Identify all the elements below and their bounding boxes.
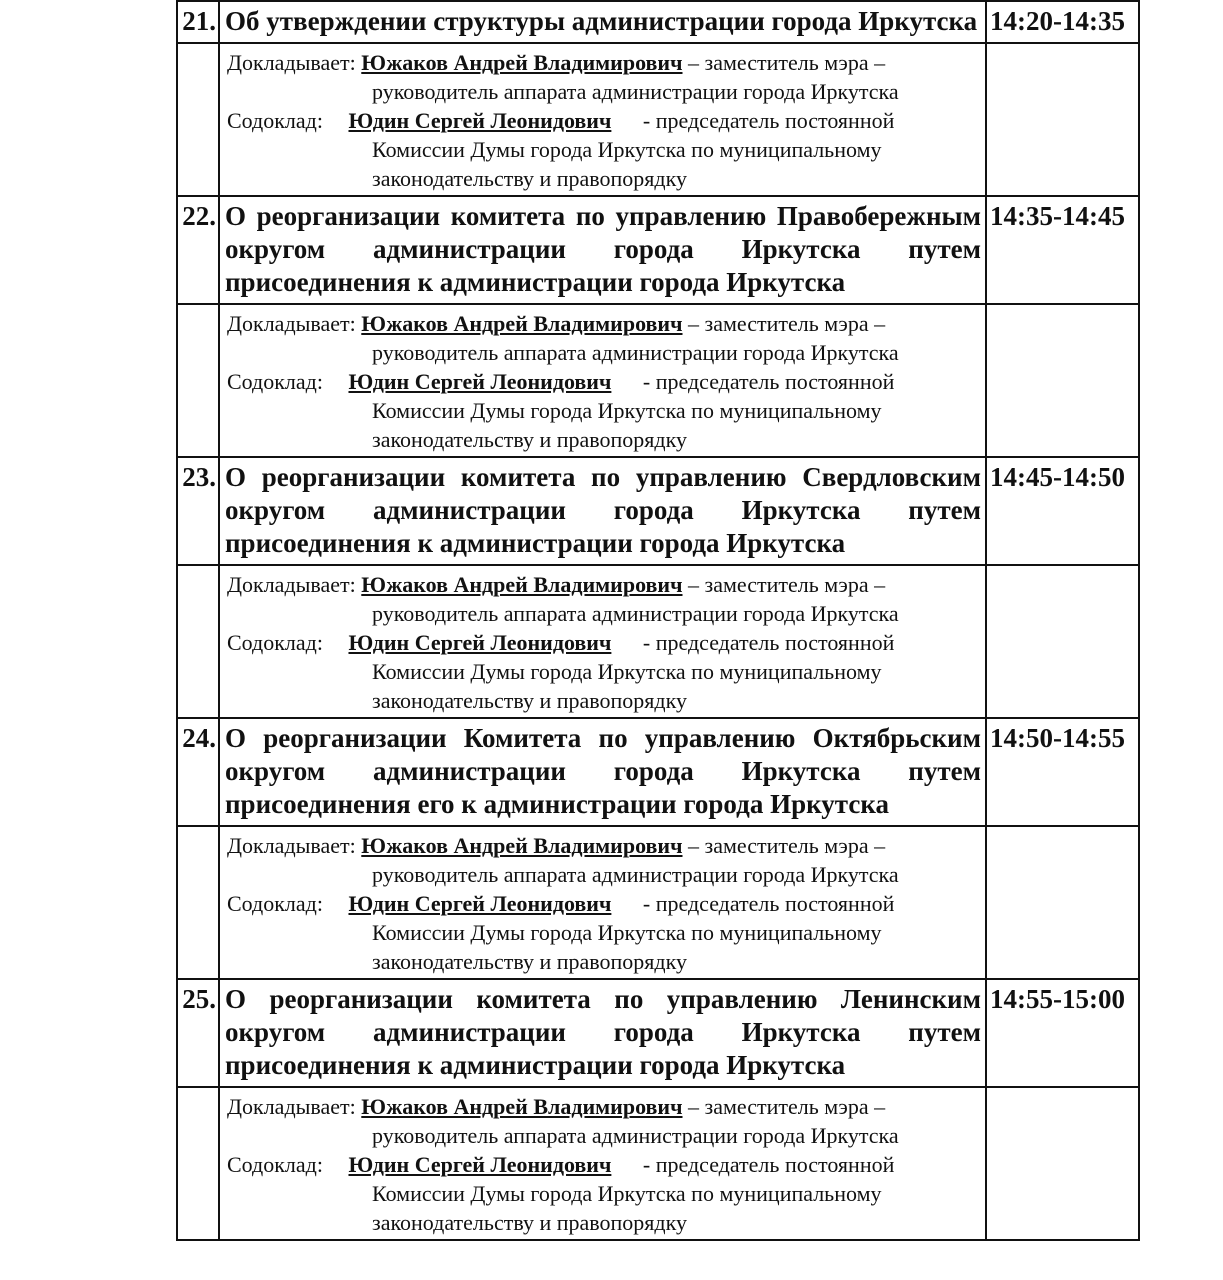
- coreport-role-line-2: законодательству и правопорядку: [372, 688, 687, 713]
- item-number: 21.: [177, 1, 219, 43]
- coreport-role: - председатель постоянной: [642, 1152, 895, 1177]
- speakers-cell: [219, 304, 986, 457]
- agenda-item-row: [177, 457, 1139, 565]
- coreport-name: Юдин Сергей Леонидович: [348, 1152, 612, 1177]
- coreport-role-line: Комиссии Думы города Иркутска по муниципальному: [372, 398, 882, 423]
- empty-time-cell: [986, 826, 1139, 979]
- agenda-item-row: [177, 979, 1139, 1087]
- item-time: 14:55-15:00: [986, 979, 1139, 1087]
- speakers-cell: [219, 43, 986, 196]
- speakers-cell: [219, 1087, 986, 1240]
- reporter-line: [227, 48, 981, 77]
- item-number: 24.: [177, 718, 219, 826]
- coreport-role-line-2: законодательству и правопорядку: [372, 166, 687, 191]
- item-title: Об утверждении структуры администрации города Иркутска: [219, 1, 986, 43]
- item-time: 14:50-14:55: [986, 718, 1139, 826]
- reporter-role: – заместитель мэра –: [688, 833, 886, 858]
- reporter-line: [227, 570, 981, 599]
- item-title: О реорганизации комитета по управлению Правобережным округом администрации города Иркутска путем присоединения к администрации города Иркутска: [219, 196, 986, 304]
- coreport-role: - председатель постоянной: [642, 108, 895, 133]
- coreport-role-line-2: законодательству и правопорядку: [372, 1210, 687, 1235]
- reporter-label: Докладывает:: [227, 50, 356, 75]
- agenda-item-row: [177, 1, 1139, 43]
- item-title: О реорганизации комитета по управлению Свердловским округом администрации города Иркутска путем присоединения к администрации города Иркутска: [219, 457, 986, 565]
- coreport-role: - председатель постоянной: [642, 891, 895, 916]
- speakers-row: [177, 1087, 1139, 1240]
- reporter-role-line: руководитель аппарата администрации города Иркутска: [372, 340, 899, 365]
- reporter-role: – заместитель мэра –: [688, 311, 886, 336]
- agenda-item-row: [177, 196, 1139, 304]
- reporter-line: [227, 831, 981, 860]
- coreport-line: [227, 367, 981, 396]
- reporter-line: [227, 1092, 981, 1121]
- item-number: 25.: [177, 979, 219, 1087]
- reporter-role: – заместитель мэра –: [688, 50, 886, 75]
- coreport-label: Содоклад:: [227, 630, 323, 655]
- speakers-row: [177, 304, 1139, 457]
- reporter-name: Южаков Андрей Владимирович: [361, 572, 683, 597]
- coreport-line: [227, 889, 981, 918]
- item-time: 14:35-14:45: [986, 196, 1139, 304]
- coreport-label: Содоклад:: [227, 891, 323, 916]
- reporter-line: [227, 309, 981, 338]
- speakers-row: [177, 565, 1139, 718]
- speakers-row: [177, 43, 1139, 196]
- coreport-line: [227, 106, 981, 135]
- coreport-name: Юдин Сергей Леонидович: [348, 369, 612, 394]
- reporter-name: Южаков Андрей Владимирович: [361, 311, 683, 336]
- empty-time-cell: [986, 43, 1139, 196]
- agenda-table: [176, 0, 1140, 1241]
- reporter-role: – заместитель мэра –: [688, 1094, 886, 1119]
- coreport-line: [227, 1150, 981, 1179]
- reporter-name: Южаков Андрей Владимирович: [361, 1094, 683, 1119]
- item-time: 14:20-14:35: [986, 1, 1139, 43]
- coreport-role: - председатель постоянной: [642, 630, 895, 655]
- coreport-role: - председатель постоянной: [642, 369, 895, 394]
- coreport-label: Содоклад:: [227, 108, 323, 133]
- reporter-role-line: руководитель аппарата администрации города Иркутска: [372, 1123, 899, 1148]
- empty-time-cell: [986, 1087, 1139, 1240]
- reporter-label: Докладывает:: [227, 311, 356, 336]
- reporter-role-line: руководитель аппарата администрации города Иркутска: [372, 79, 899, 104]
- agenda-item-row: [177, 718, 1139, 826]
- coreport-role-line: Комиссии Думы города Иркутска по муниципальному: [372, 659, 882, 684]
- speakers-row: [177, 826, 1139, 979]
- empty-time-cell: [986, 565, 1139, 718]
- coreport-label: Содоклад:: [227, 369, 323, 394]
- reporter-label: Докладывает:: [227, 1094, 356, 1119]
- coreport-role-line-2: законодательству и правопорядку: [372, 427, 687, 452]
- empty-number-cell: [177, 565, 219, 718]
- reporter-label: Докладывает:: [227, 572, 356, 597]
- speakers-cell: [219, 826, 986, 979]
- agenda-body: [177, 1, 1139, 1240]
- item-time: 14:45-14:50: [986, 457, 1139, 565]
- reporter-role: – заместитель мэра –: [688, 572, 886, 597]
- item-number: 22.: [177, 196, 219, 304]
- speakers-cell: [219, 565, 986, 718]
- reporter-name: Южаков Андрей Владимирович: [361, 50, 683, 75]
- empty-number-cell: [177, 826, 219, 979]
- empty-number-cell: [177, 1087, 219, 1240]
- empty-number-cell: [177, 43, 219, 196]
- reporter-name: Южаков Андрей Владимирович: [361, 833, 683, 858]
- reporter-role-line: руководитель аппарата администрации города Иркутска: [372, 862, 899, 887]
- coreport-name: Юдин Сергей Леонидович: [348, 108, 612, 133]
- coreport-role-line: Комиссии Думы города Иркутска по муниципальному: [372, 1181, 882, 1206]
- coreport-line: [227, 628, 981, 657]
- reporter-label: Докладывает:: [227, 833, 356, 858]
- coreport-name: Юдин Сергей Леонидович: [348, 891, 612, 916]
- coreport-role-line: Комиссии Думы города Иркутска по муниципальному: [372, 137, 882, 162]
- item-number: 23.: [177, 457, 219, 565]
- coreport-role-line-2: законодательству и правопорядку: [372, 949, 687, 974]
- item-title: О реорганизации Комитета по управлению Октябрьским округом администрации города Иркутска путем присоединения его к администрации города Иркутска: [219, 718, 986, 826]
- item-title: О реорганизации комитета по управлению Ленинским округом администрации города Иркутска путем присоединения к администрации города Иркутска: [219, 979, 986, 1087]
- coreport-role-line: Комиссии Думы города Иркутска по муниципальному: [372, 920, 882, 945]
- empty-number-cell: [177, 304, 219, 457]
- coreport-name: Юдин Сергей Леонидович: [348, 630, 612, 655]
- reporter-role-line: руководитель аппарата администрации города Иркутска: [372, 601, 899, 626]
- coreport-label: Содоклад:: [227, 1152, 323, 1177]
- empty-time-cell: [986, 304, 1139, 457]
